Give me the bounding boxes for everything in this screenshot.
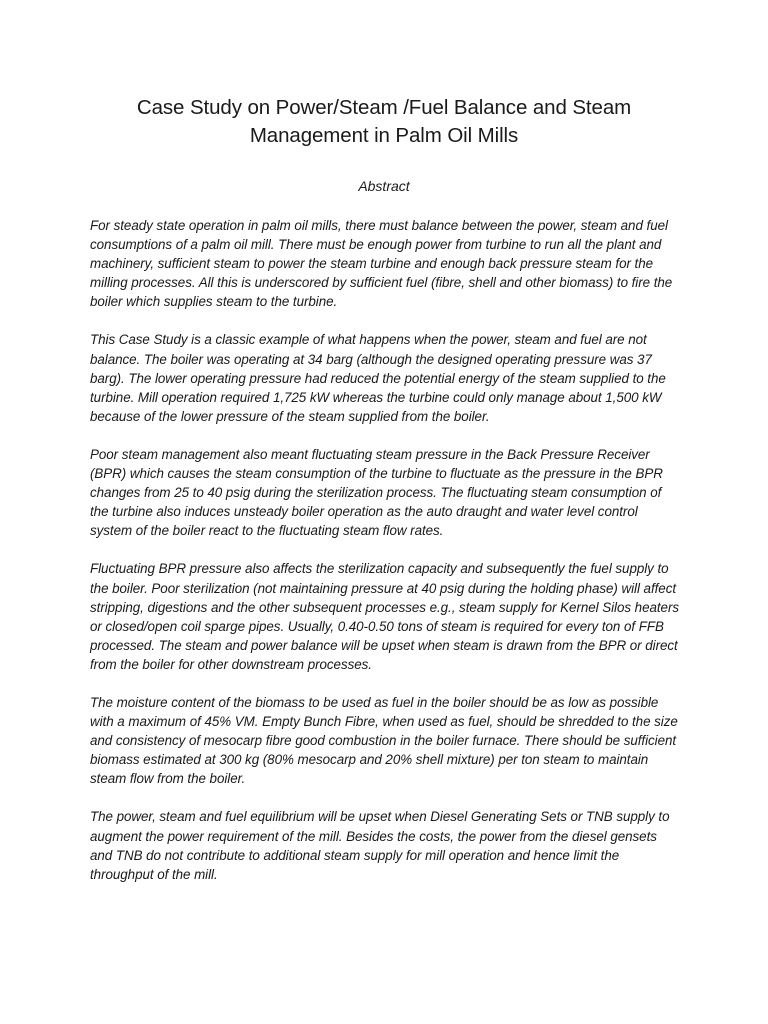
- paragraph-6: The power, steam and fuel equilibrium will be upset when Diesel Generating Sets or TNB supply to augment the power requirement of the mill. Besides the costs, the power from the diesel gensets and TNB do not contribute to additional steam supply for mill operation and hence limit the throughput of the mill.: [90, 809, 670, 882]
- paragraph-1: For steady state operation in palm oil mills, there must balance between the power, steam and fuel consumptions of a palm oil mill. There must be enough power from turbine to run all the plant and machinery, sufficient steam to power the steam turbine and enough back pressure steam for the milling processes. All this is underscored by sufficient fuel (fibre, shell and other biomass) to fire the boiler which supplies steam to the turbine.: [90, 218, 673, 310]
- paragraph-4: Fluctuating BPR pressure also affects the sterilization capacity and subsequently the fuel supply to the boiler. Poor sterilization (not maintaining pressure at 40 psig during the holding phase) will affect stripping, digestions and the other subsequent processes e.g., steam supply for Kernel Silos heaters or closed/open coil sparge pipes. Usually, 0.40-0.50 tons of steam is required for every ton of FFB processed. The steam and power balance will be upset when steam is drawn from the BPR or direct from the boiler for other downstream processes.: [90, 561, 679, 672]
- paragraph-3: Poor steam management also meant fluctuating steam pressure in the Back Pressure Receiver (BPR) which causes the steam consumption of the turbine to fluctuate as the pressure in the BPR changes from 25 to 40 psig during the sterilization process. The fluctuating steam consumption of the turbine also induces unsteady boiler operation as the auto draught and water level control system of the boiler react to the fluctuating steam flow rates.: [90, 446, 663, 539]
- paragraph-2: This Case Study is a classic example of what happens when the power, steam and fuel are not balance. The boiler was operating at 34 barg (although the designed operating pressure was 37 barg). The lower operating pressure had reduced the potential energy of the steam supplied to the turbine. Mill operation required 1,725 kW whereas the turbine could only manage about 1,500 kW because of the lower pressure of the steam supplied from the boiler.: [90, 332, 666, 424]
- abstract-body: [90, 216, 682, 903]
- paragraph-5: The moisture content of the biomass to be used as fuel in the boiler should be as low as possible with a maximum of 45% VM. Empty Bunch Fibre, when used as fuel, should be shredded to the size and consistency of mesocarp fibre good combustion in the boiler furnace. There should be sufficient biomass estimated at 300 kg (80% mesocarp and 20% shell mixture) per ton steam to maintain steam flow from the boiler.: [90, 694, 678, 787]
- abstract-heading: Abstract: [358, 178, 410, 194]
- document-title: Case Study on Power/Steam /Fuel Balance and Steam Management in Palm Oil Mills: [136, 96, 632, 147]
